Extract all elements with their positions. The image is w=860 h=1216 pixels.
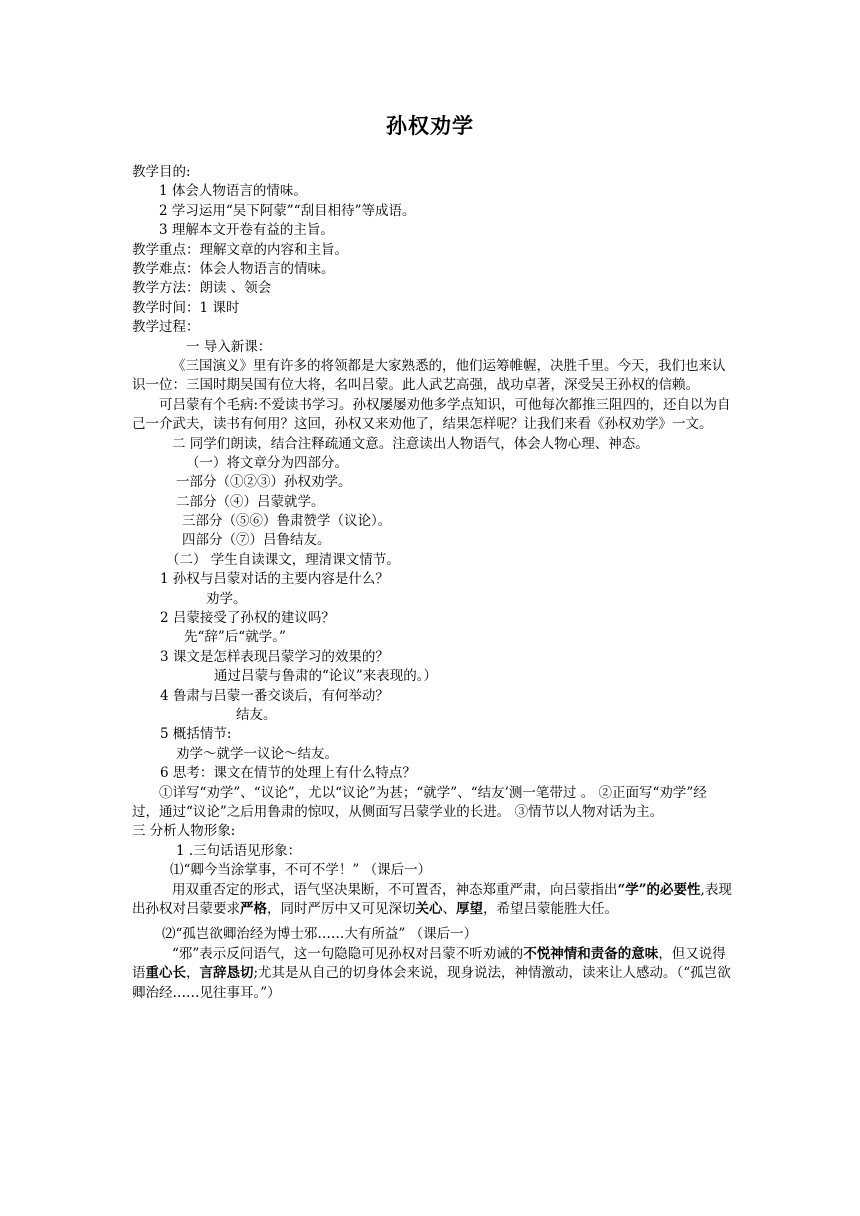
text-line: 教学过程： xyxy=(132,319,200,336)
page-title: 孙权劝学 xyxy=(386,114,474,138)
text-line: （二） 学生自读课文，理清课文情节。 xyxy=(166,551,400,568)
question: 4 鲁肃与吕蒙一番交谈后，有何举动？ xyxy=(160,687,389,704)
bold-text: 言辞恳切 xyxy=(199,965,254,982)
question: 2 吕蒙接受了孙权的建议吗？ xyxy=(160,610,335,627)
bold-text: 不悦神情和责备的意味 xyxy=(523,945,659,962)
text-line: 教学时间：1 课时 xyxy=(132,299,240,316)
paragraph xyxy=(132,945,732,1003)
bold-text: 重心长 xyxy=(145,965,186,982)
bold-text: 厚望 xyxy=(456,900,483,917)
answer: 通过吕蒙与鲁肃的“论议”来表现的。） xyxy=(214,668,438,685)
answer: 先“辞”后“就学。” xyxy=(184,629,286,646)
bold-text: 关心 xyxy=(415,900,443,917)
text-run: ， xyxy=(186,965,200,982)
text-line: 3 理解本文开卷有益的主旨。 xyxy=(159,222,334,239)
text-line: 教学难点：体会人物语言的情味。 xyxy=(132,260,335,277)
text-line: 教学方法：朗读 、领会 xyxy=(132,280,272,297)
question: 6 思考：课文在情节的处理上有什么特点？ xyxy=(160,765,416,782)
section-heading: 一 导入新课： xyxy=(186,338,272,355)
paragraph: 《三国演义》里有许多的将领都是大家熟悉的，他们运筹帷幄，决胜千里。今天，我们也来认识一位：三国时期吴国有位大将，名叫吕蒙。此人武艺高强，战功卓著，深受吴王孙权的信赖。 xyxy=(132,357,726,394)
question: 5 概括情节: xyxy=(160,726,232,743)
section-heading: 三 分析人物形象: xyxy=(132,823,236,840)
text-line: （一）将文章分为四部分。 xyxy=(186,454,348,471)
text-line: 一部分（①②③）孙权劝学。 xyxy=(176,474,352,491)
subsection-heading: 1 .三句话语见形象： xyxy=(176,842,302,859)
text-run: ，同时严厉中又可见深切 xyxy=(267,900,416,917)
text-run: ;尤其是从自己的切身体会来说，现身说法，神情激动，读来让人感动。（“孤岂欲卿治经……见往事耳。”） xyxy=(132,965,731,1001)
question: 3 课文是怎样表现吕蒙学习的效果的？ xyxy=(160,648,389,665)
text-run: 、 xyxy=(442,900,456,917)
document-body xyxy=(132,163,732,1003)
bold-text: 严格 xyxy=(240,900,267,917)
text-line: 四部分（⑦）吕鲁结友。 xyxy=(182,532,331,549)
text-line: 教学重点：理解文章的内容和主旨。 xyxy=(132,241,348,258)
text-run: ，但又说得语 xyxy=(132,945,726,982)
answer: 劝学～就学一议论～结友。 xyxy=(176,745,338,762)
text-run: 用双重否定的形式，语气坚决果断，不可置否，神态郑重严肃，向吕蒙指出 xyxy=(172,881,618,898)
paragraph: 可吕蒙有个毛病:不爱读书学习。孙权屡屡劝他多学点知识，可他每次都推三阻四的，还自以为自己一介武夫，读书有何用？这回，孙权又来劝他了，结果怎样呢？让我们来看《孙权劝学》一文。 xyxy=(132,396,731,433)
section-heading: 二 同学们朗读，结合注释疏通文意。注意读出人物语气，体会人物心理、神态。 xyxy=(172,435,649,452)
quote-heading: ⑵“孤岂欲卿治经为博士邪……大有所益” （课后一） xyxy=(162,926,478,943)
quote-heading: ⑴“卿今当涂掌事，不可不学！” （课后一） xyxy=(170,862,432,879)
text-line: 教学目的: xyxy=(132,164,191,180)
text-run: ，希望吕蒙能胜大任。 xyxy=(483,900,618,917)
bold-text: “学”的必要性 xyxy=(617,881,701,898)
text-line: 1 体会人物语言的情味。 xyxy=(159,183,307,200)
text-line: 二部分（④）吕蒙就学。 xyxy=(176,493,325,510)
text-run: “邪”表示反问语气，这一句隐隐可见孙权对吕蒙不听劝诫的 xyxy=(172,945,524,962)
paragraph: ①详写“劝学”、“议论”，尤以“议论”为甚；“就学”、“结友’测一笔带过 。 ②正面写“劝学”经过，通过“议论”之后用鲁肃的惊叹，从侧面写吕蒙学业的长进。 ③情节以人物对话为主。 xyxy=(132,784,707,820)
text-run: ,表现出孙权对吕蒙要求 xyxy=(132,881,732,917)
text-line: 三部分（⑤⑥）鲁肃赞学（议论）。 xyxy=(182,513,392,530)
answer: 劝学。 xyxy=(206,590,247,607)
paragraph xyxy=(132,881,732,920)
answer: 结友。 xyxy=(236,707,277,723)
text-line: 2 学习运用“吴下阿蒙”“刮目相待”等成语。 xyxy=(159,202,416,219)
question: 1 孙权与吕蒙对话的主要内容是什么？ xyxy=(160,571,389,588)
